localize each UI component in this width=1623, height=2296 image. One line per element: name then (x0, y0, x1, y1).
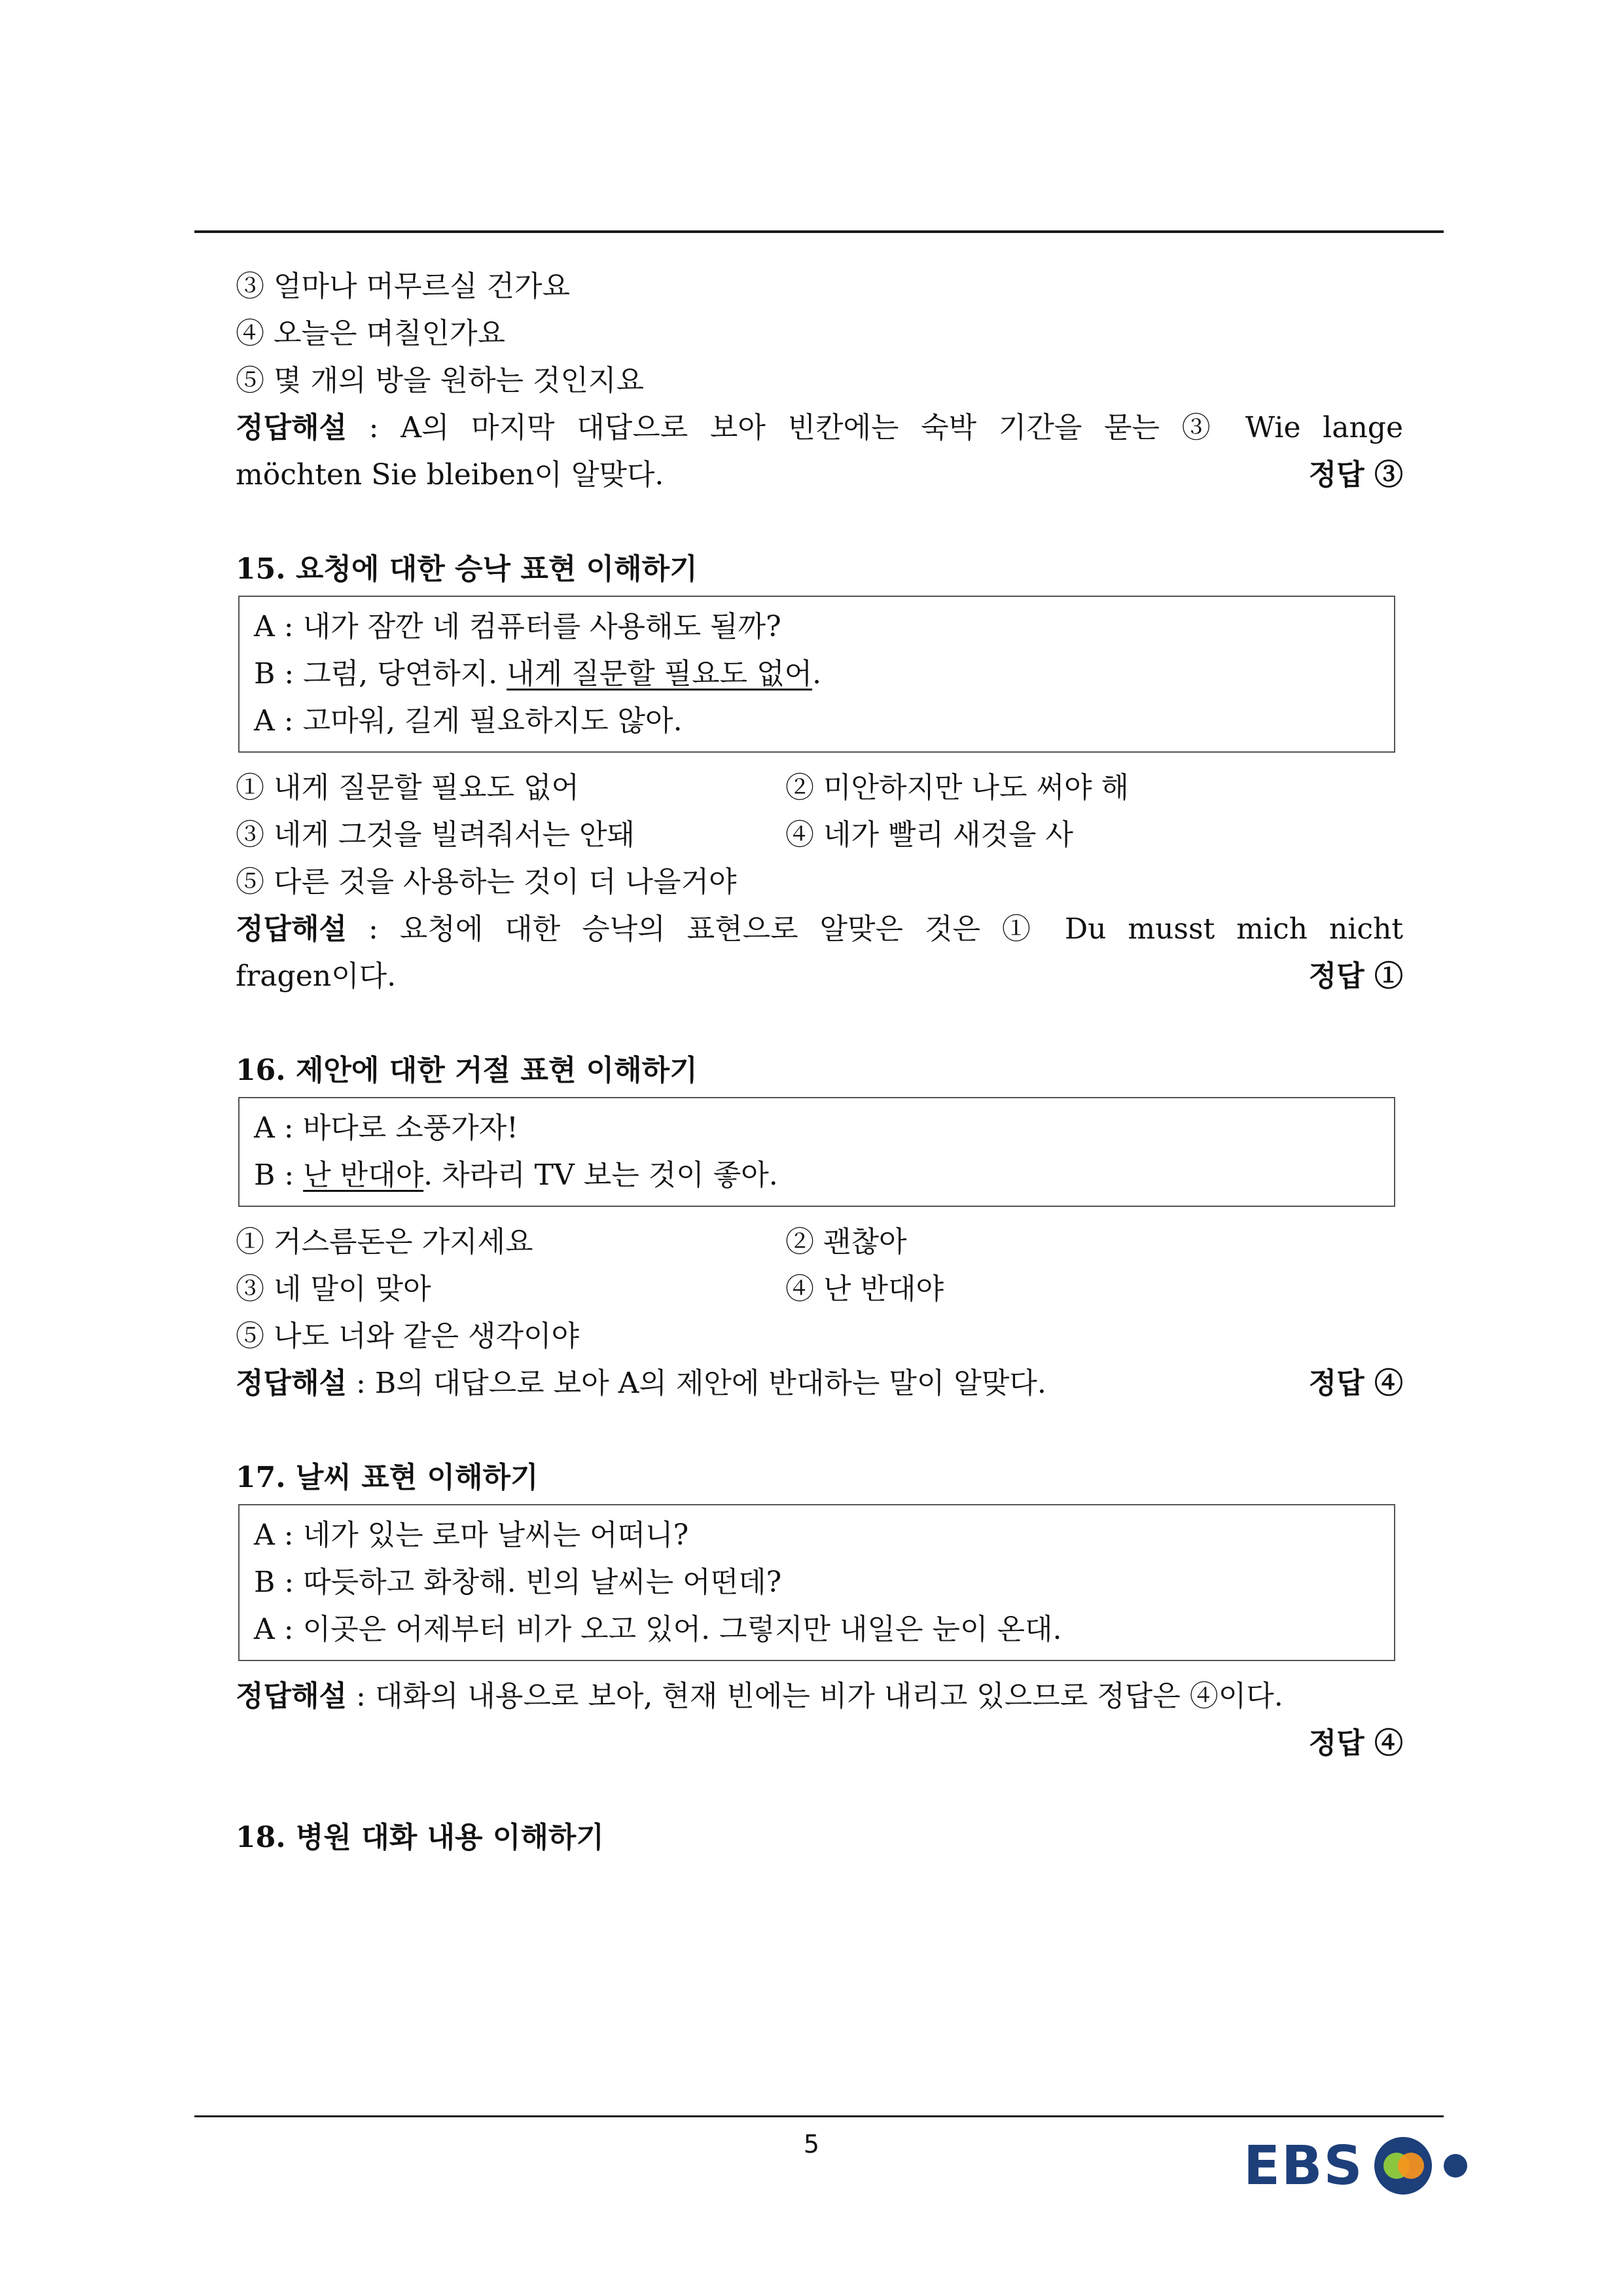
s17-explanation-line-1 (236, 1673, 1403, 1720)
s16-explanation-text: : B의 대답으로 보아 A의 제안에 반대하는 말이 알맞다. (347, 1367, 1046, 1400)
s16-option-3: ③ 네 말이 맞아 (236, 1272, 431, 1306)
s17-dialogue-line-3: A : 이곳은 어제부터 비가 오고 있어. 그렇지만 내일은 눈이 온대. (254, 1613, 1062, 1646)
s16-options-row-2 (236, 1266, 1403, 1313)
s16-dialogue-line-1: A : 바다로 소풍가자! (254, 1111, 518, 1145)
s14-option-4: ④ 오늘은 며칠인가요 (236, 317, 506, 350)
s17-answer-line (236, 1720, 1403, 1767)
ebs-logo-icon (1370, 2133, 1475, 2198)
s14-option-5: ⑤ 몇 개의 방을 원하는 것인지요 (236, 364, 644, 397)
s17-explanation-label: 정답해설 (236, 1679, 348, 1713)
s15-dialogue-end: . (812, 657, 822, 691)
s15-explanation-label: 정답해설 (236, 912, 348, 946)
s16-explanation-label: 정답해설 (236, 1367, 348, 1400)
s16-dialogue-end: . 차라리 TV 보는 것이 좋아. (423, 1158, 778, 1192)
s16-explanation-line-1 (236, 1360, 1403, 1407)
s15-option-4: ④ 네가 빨리 새것을 사 (785, 818, 1073, 852)
s17-dialogue-box (238, 1504, 1395, 1661)
s16-underlined-phrase: 난 반대야 (303, 1158, 424, 1192)
page-content (236, 263, 1403, 1864)
s15-underlined-phrase: 내게 질문할 필요도 없어 (507, 657, 813, 691)
s16-option-5: ⑤ 나도 너와 같은 생각이야 (236, 1319, 579, 1353)
s15-options-row-1 (236, 764, 1403, 812)
s15-explanation-line-2 (236, 953, 1403, 1000)
s15-option-5: ⑤ 다른 것을 사용하는 것이 더 나을거야 (236, 865, 737, 899)
s15-answer: 정답 ① (1308, 960, 1403, 993)
s15-explanation-line-1 (236, 906, 1403, 953)
s15-option-3: ③ 네게 그것을 빌려줘서는 안돼 (236, 818, 635, 852)
s14-explanation-text-2: möchten Sie bleiben이 알맞다. (236, 458, 664, 492)
s16-dialogue-speaker: B : (254, 1158, 304, 1192)
s16-option-4: ④ 난 반대야 (785, 1272, 944, 1306)
logo-text: EBS (1243, 2134, 1364, 2197)
s17-explanation-text: : 대화의 내용으로 보아, 현재 빈에는 비가 내리고 있으므로 정답은 ④이다. (347, 1679, 1283, 1713)
s15-options-row-2 (236, 812, 1403, 859)
s15-dialogue-speaker: B : 그럼, 당연하지. (254, 657, 507, 691)
s15-dialogue-box (238, 596, 1395, 753)
s14-option-3: ③ 얼마나 머무르실 건가요 (236, 270, 570, 303)
s17-answer: 정답 ④ (1308, 1727, 1403, 1760)
s16-dialogue-line-2 (254, 1152, 1380, 1199)
s16-heading: 16. 제안에 대한 거절 표현 이해하기 (236, 1054, 698, 1087)
s15-heading: 15. 요청에 대한 승낙 표현 이해하기 (236, 552, 698, 586)
header-rule (194, 230, 1444, 233)
s16-dialogue-box (238, 1097, 1395, 1207)
s15-explanation-text: : 요청에 대한 승낙의 표현으로 알맞은 것은 ① Du musst mich nicht (347, 912, 1403, 946)
s16-option-2: ② 괜찮아 (785, 1225, 907, 1259)
s16-option-1: ① 거스름돈은 가지세요 (236, 1225, 533, 1259)
s14-explanation-text: : A의 마지막 대답으로 보아 빈칸에는 숙박 기간을 묻는 ③ Wie lange (347, 411, 1403, 444)
s14-answer: 정답 ③ (1308, 458, 1403, 492)
s14-explanation-line-2 (236, 452, 1403, 499)
s14-explanation-line-1 (236, 404, 1403, 452)
s15-option-1: ① 내게 질문할 필요도 없어 (236, 771, 579, 804)
s15-dialogue-line-2 (254, 651, 1380, 698)
page-number: 5 (803, 2130, 820, 2159)
s17-dialogue-line-1: A : 네가 있는 로마 날씨는 어떠니? (254, 1518, 689, 1552)
s15-explanation-text-2: fragen이다. (236, 960, 397, 993)
ebs-logo (1243, 2130, 1475, 2202)
s14-explanation-label: 정답해설 (236, 411, 348, 444)
s17-dialogue-line-2: B : 따듯하고 화창해. 빈의 날씨는 어떤데? (254, 1566, 782, 1599)
s18-heading: 18. 병원 대화 내용 이해하기 (236, 1821, 604, 1854)
s17-heading: 17. 날씨 표현 이해하기 (236, 1461, 539, 1494)
s16-answer: 정답 ④ (1308, 1367, 1403, 1400)
s15-option-2: ② 미안하지만 나도 써야 해 (785, 771, 1129, 804)
footer-rule (194, 2115, 1444, 2117)
s15-dialogue-line-3: A : 고마워, 길게 필요하지도 않아. (254, 704, 683, 738)
s15-dialogue-line-1: A : 내가 잠깐 네 컴퓨터를 사용해도 될까? (254, 610, 781, 643)
s16-options-row-1 (236, 1219, 1403, 1266)
